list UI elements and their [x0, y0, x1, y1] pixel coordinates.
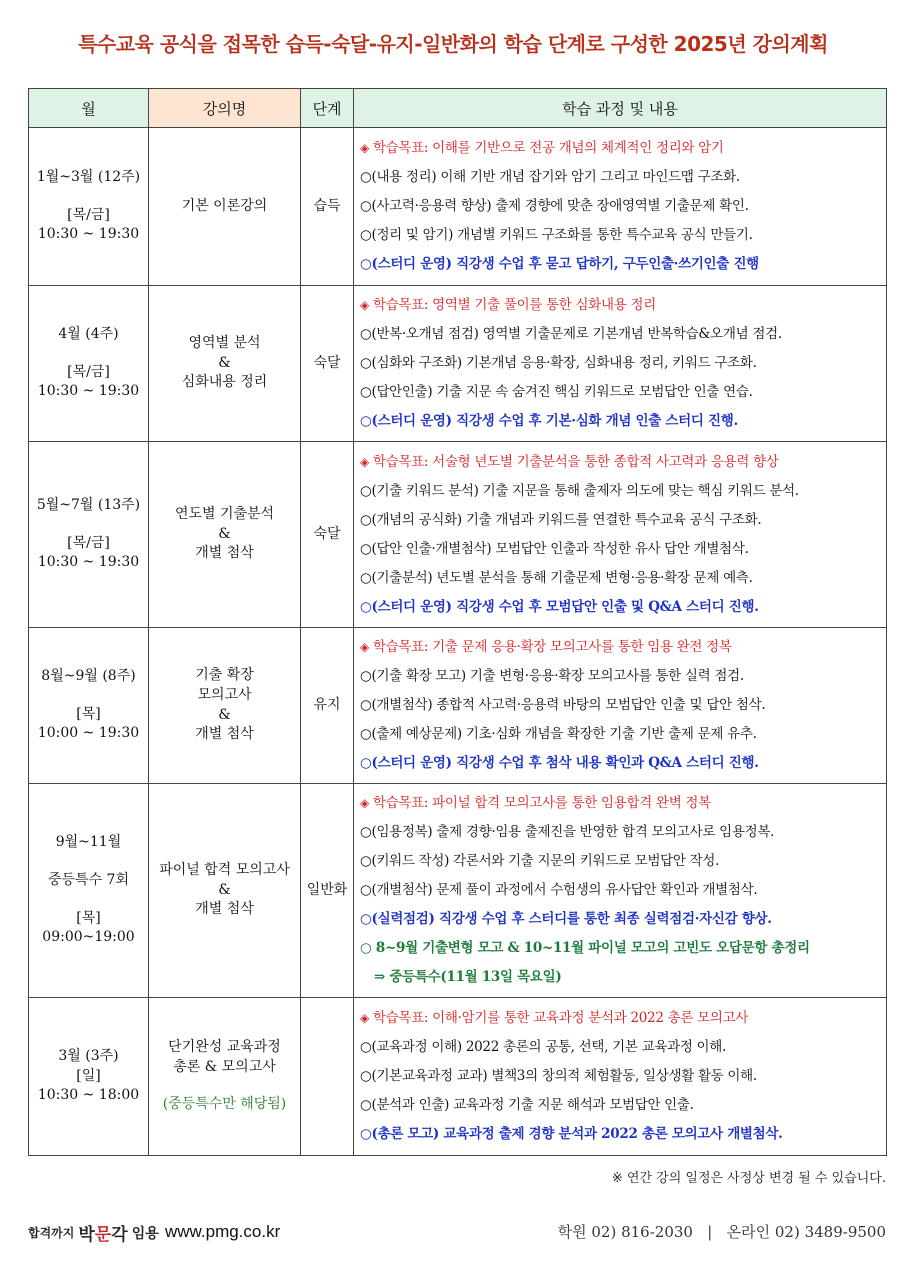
study-line [360, 905, 882, 934]
logo-suffix: 임용 [131, 1225, 159, 1242]
table-row [29, 998, 887, 1156]
stage-cell: 일반화 [301, 784, 354, 998]
content-cell [354, 128, 887, 286]
lecture-name: 영역별 분석 [188, 335, 261, 352]
header-stage: 단계 [301, 89, 354, 128]
month-cell [29, 442, 149, 628]
lecture-cell [149, 628, 301, 784]
brand-logo [28, 1220, 159, 1245]
item-line: ○(기출분석) 년도별 분석을 통해 기출문제 변형·응용·확장 문제 예측. [360, 569, 753, 586]
month-day: [목/금] [67, 206, 110, 223]
month-exam: 중등특수 7회 [48, 871, 129, 888]
goal-line [360, 134, 882, 163]
month-cell [29, 784, 149, 998]
month-period: 8월~9월 (8주) [41, 668, 136, 685]
goal-line [360, 789, 882, 818]
item-line: ○(교육과정 이해) 2022 총론의 공통, 선택, 기본 교육과정 이해. [360, 1039, 727, 1055]
spacer [33, 687, 144, 705]
spacer [33, 188, 144, 206]
diamond-icon: ◈ [360, 640, 369, 654]
lecture-plan-table [28, 88, 887, 1156]
table-row [29, 784, 887, 998]
stage-cell: 숙달 [301, 442, 354, 628]
extra-line: ○ 8~9월 기출변형 모고 & 10~11월 파이널 모고의 고빈도 오답문항 총정리 [360, 940, 810, 956]
month-day: [목] [76, 909, 101, 926]
study-line [360, 250, 882, 279]
circle-icon: ○ [360, 256, 372, 272]
study-line [360, 593, 882, 622]
item-line: ○(기본교육과정 교과) 별책3의 창의적 체험활동, 일상생활 활동 이해. [360, 1068, 757, 1084]
month-day: [목/금] [67, 363, 110, 380]
stage-cell: 습득 [301, 128, 354, 286]
item-line: ○(반복·오개념 점검) 영역별 기출문제로 기본개념 반복학습&오개념 점검. [360, 326, 782, 342]
lecture-name: 기본 이론강의 [181, 197, 268, 214]
item-line: ○(답안인출) 기출 지문 속 숨겨진 핵심 키워드로 모범답안 인출 연습. [360, 384, 753, 400]
item-line: ○(답안 인출·개별첨삭) 모범답안 인출과 작성한 유사 답안 개별첨삭. [360, 540, 749, 557]
month-day: [목] [76, 705, 101, 722]
month-cell [29, 128, 149, 286]
spacer [33, 345, 144, 363]
month-time: 10:30 ~ 19:30 [37, 226, 140, 243]
lecture-name: 연도별 기출분석 [174, 506, 275, 523]
item-line: ○(기출 키워드 분석) 기출 지문을 통해 출제자 의도에 맞는 핵심 키워드 분석. [360, 482, 799, 499]
lecture-name: 총론 & 모의고사 [173, 1058, 276, 1075]
item-line: ○(개별첨삭) 문제 풀이 과정에서 수험생의 유사답안 확인과 개별첨삭. [360, 882, 758, 898]
item-line: ○(개별첨삭) 종합적 사고력·응용력 바탕의 모범답안 인출 및 답안 첨삭. [360, 697, 766, 713]
study-line [360, 1120, 882, 1149]
logo-char: 각 [111, 1225, 128, 1245]
lecture-name: & [218, 525, 231, 542]
circle-icon: ○ [360, 598, 372, 615]
item-line: ○(정리 및 암기) 개념별 키워드 구조화를 통한 특수교육 공식 만들기. [360, 227, 753, 243]
study-text: (총론 모고) 교육과정 출제 경향 분석과 2022 총론 모의고사 개별첨삭. [371, 1126, 783, 1142]
item-line: ○(사고력·응용력 향상) 출제 경향에 맞춘 장애영역별 기출문제 확인. [360, 198, 749, 214]
lecture-name: 파이널 합격 모의고사 [159, 862, 290, 879]
schedule-note: ※ 연간 강의 일정은 사정상 변경 될 수 있습니다. [611, 1171, 886, 1186]
month-day: [일] [76, 1067, 101, 1084]
month-time: 09:00~19:00 [42, 929, 135, 946]
circle-icon: ○ [360, 911, 372, 927]
circle-icon: ○ [360, 413, 372, 429]
month-cell [29, 628, 149, 784]
lecture-name: 개별 첨삭 [195, 901, 254, 918]
diamond-icon: ◈ [360, 141, 369, 155]
lecture-name: 단기완성 교육과정 [168, 1039, 281, 1056]
content-cell [354, 442, 887, 628]
diamond-icon: ◈ [360, 1011, 369, 1025]
spacer [33, 891, 144, 909]
goal-text: 학습목표: 서술형 년도별 기출분석을 통한 종합적 사고력과 응용력 향상 [372, 453, 779, 470]
header-content: 학습 과정 및 내용 [354, 89, 887, 128]
lecture-name: 개별 첨삭 [195, 726, 254, 743]
study-line [360, 749, 882, 778]
lecture-name: & [218, 354, 231, 371]
stage-cell: 숙달 [301, 286, 354, 442]
lecture-cell [149, 784, 301, 998]
month-period: 1월~3월 (12주) [36, 169, 141, 186]
diamond-icon: ◈ [360, 454, 369, 469]
stage-cell [301, 998, 354, 1156]
diamond-icon: ◈ [360, 298, 369, 312]
item-line: ○(기출 확장 모고) 기출 변형·응용·확장 모의고사를 통한 실력 점검. [360, 668, 744, 684]
spacer [153, 1077, 296, 1095]
month-time: 10:30 ~ 19:30 [37, 554, 140, 571]
content-cell [354, 628, 887, 784]
page-title: 특수교육 공식을 접목한 습득-숙달-유지-일반화의 학습 단계로 구성한 2025년 강의계획 [78, 32, 828, 56]
logo-char: 박 [78, 1225, 95, 1245]
goal-line [360, 448, 882, 477]
content-cell [354, 784, 887, 998]
lecture-name: & [218, 706, 231, 723]
spacer [33, 853, 144, 871]
goal-line [360, 291, 882, 320]
circle-icon: ○ [360, 1126, 372, 1142]
item-line: ○(분석과 인출) 교육과정 기출 지문 해석과 모범답안 인출. [360, 1097, 694, 1113]
circle-icon: ○ [360, 755, 372, 771]
lecture-note: (중등특수만 해당됨) [162, 1096, 287, 1113]
goal-text: 학습목표: 영역별 기출 풀이를 통한 심화내용 정리 [372, 297, 656, 313]
website-url[interactable]: www.pmg.co.kr [165, 1222, 281, 1241]
lecture-name: 모의고사 [197, 686, 252, 703]
header-lecture: 강의명 [149, 89, 301, 128]
month-time: 10:00 ~ 19:30 [37, 725, 140, 742]
study-text: (실력점검) 직강생 수업 후 스터디를 통한 최종 실력점검·자신감 향상. [371, 911, 772, 927]
table-row [29, 286, 887, 442]
month-time: 10:30 ~ 19:30 [37, 383, 140, 400]
study-text: (스터디 운영) 직강생 수업 후 첨삭 내용 확인과 Q&A 스터디 진행. [371, 755, 759, 771]
extra-line: ⇒ 중등특수(11월 13일 목요일) [374, 969, 562, 985]
content-cell [354, 998, 887, 1156]
lecture-cell [149, 128, 301, 286]
study-text: (스터디 운영) 직강생 수업 후 묻고 답하기, 구두인출·쓰기인출 진행 [371, 256, 759, 272]
goal-line [360, 1004, 882, 1033]
goal-text: 학습목표: 이해를 기반으로 전공 개념의 체계적인 정리와 암기 [372, 140, 724, 156]
month-cell [29, 286, 149, 442]
month-cell [29, 998, 149, 1156]
month-period: 5월~7월 (13주) [36, 497, 141, 514]
lecture-cell [149, 998, 301, 1156]
month-period: 4월 (4주) [58, 326, 119, 343]
table-row [29, 128, 887, 286]
lecture-cell [149, 442, 301, 628]
item-line: ○(심화와 구조화) 기본개념 응용·확장, 심화내용 정리, 키워드 구조화. [360, 355, 757, 371]
goal-text: 학습목표: 파이널 합격 모의고사를 통한 임용합격 완벽 정복 [372, 795, 711, 811]
logo-tagline: 합격까지 [28, 1226, 75, 1240]
stage-cell: 유지 [301, 628, 354, 784]
logo-char: 문 [94, 1225, 112, 1245]
goal-text: 학습목표: 기출 문제 응용·확장 모의고사를 통한 임용 완전 정복 [372, 639, 732, 655]
contact-info: 학원 02) 816-2030 | 온라인 02) 3489-9500 [557, 1223, 886, 1241]
study-text: (스터디 운영) 직강생 수업 후 모범답안 인출 및 Q&A 스터디 진행. [371, 598, 759, 615]
goal-text: 학습목표: 이해·암기를 통한 교육과정 분석과 2022 총론 모의고사 [372, 1010, 749, 1026]
study-line [360, 407, 882, 436]
item-line: ○(임용정복) 출제 경향·임용 출제진을 반영한 합격 모의고사로 임용정복. [360, 824, 775, 840]
month-period: 9월~11월 [55, 834, 122, 851]
lecture-name: 기출 확장 [195, 667, 254, 684]
table-header-row [29, 89, 887, 128]
month-period: 3월 (3주) [58, 1048, 119, 1065]
study-text: (스터디 운영) 직강생 수업 후 기본·심화 개념 인출 스터디 진행. [371, 413, 738, 429]
item-line: ○(키워드 작성) 각론서와 기출 지문의 키워드로 모범답안 작성. [360, 853, 720, 869]
item-line: ○(내용 정리) 이해 기반 개념 잡기와 암기 그리고 마인드맵 구조화. [360, 169, 740, 185]
diamond-icon: ◈ [360, 796, 369, 810]
table-row [29, 442, 887, 628]
lecture-name: 심화내용 정리 [181, 374, 268, 391]
logo-brand [78, 1220, 127, 1245]
lecture-cell [149, 286, 301, 442]
spacer [33, 516, 144, 534]
header-month: 월 [29, 89, 149, 128]
lecture-name: 개별 첨삭 [195, 545, 254, 562]
item-line: ○(출제 예상문제) 기초·심화 개념을 확장한 기출 기반 출제 문제 유추. [360, 726, 757, 742]
month-day: [목/금] [67, 534, 110, 551]
lecture-name: & [218, 881, 231, 898]
goal-line [360, 633, 882, 662]
table-row [29, 628, 887, 784]
content-cell [354, 286, 887, 442]
item-line: ○(개념의 공식화) 기출 개념과 키워드를 연결한 특수교육 공식 구조화. [360, 511, 762, 528]
month-time: 10:30 ~ 18:00 [37, 1087, 140, 1104]
